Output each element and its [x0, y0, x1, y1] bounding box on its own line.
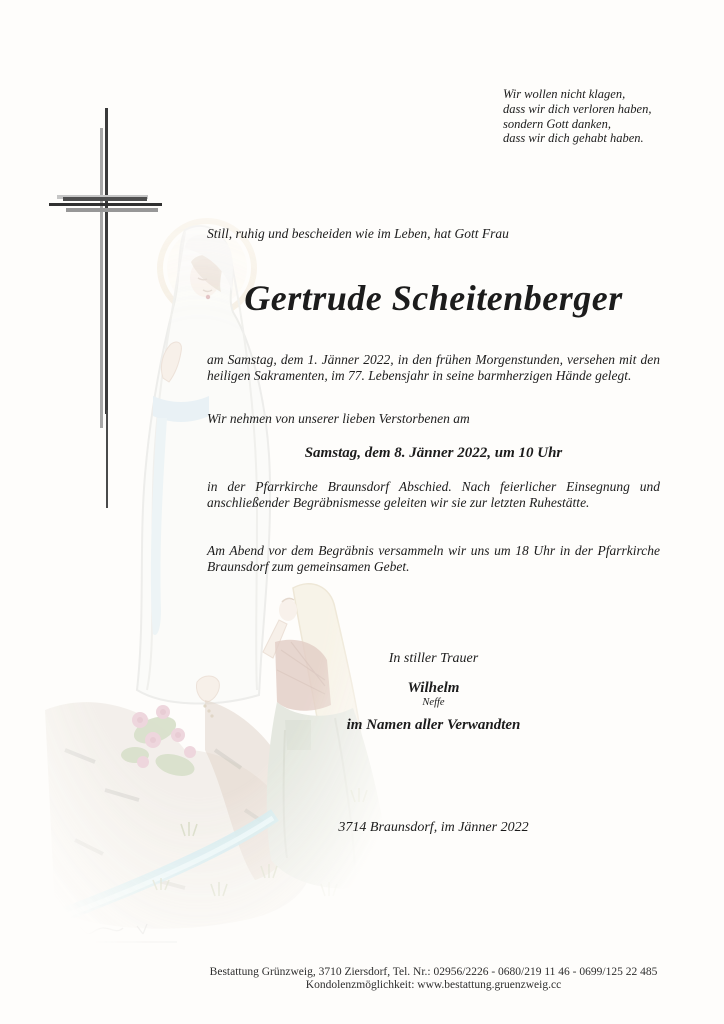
mourner-family: im Namen aller Verwandten: [346, 717, 521, 733]
mourner-relation: Neffe: [422, 697, 445, 708]
mourning-label: In stiller Trauer: [388, 651, 479, 666]
poem-line: dass wir dich gehabt haben.: [503, 131, 644, 146]
prayer-paragraph: Am Abend vor dem Begräbnis versammeln wir uns um 18 Uhr in der Pfarrkirche Braunsdorf zum gemeinsamen Gebet.: [207, 543, 660, 574]
farewell-intro: Wir nehmen von unserer lieben Verstorbenen am: [207, 411, 470, 426]
cross-vertical-bar: [105, 108, 108, 414]
cross-vertical-tail: [106, 410, 108, 508]
cross-horizontal-dark: [63, 197, 147, 201]
funeral-date-line: Samstag, dem 8. Jänner 2022, um 10 Uhr: [304, 445, 563, 461]
memorial-poem: [503, 87, 673, 146]
funeral-home-footer: [207, 966, 660, 993]
intro-line: Still, ruhig und bescheiden wie im Leben, hat Gott Frau: [207, 226, 509, 241]
footer-condolence-line: Kondolenzmöglichkeit: www.bestattung.gruenzweig.cc: [305, 979, 562, 992]
place-date-line: 3714 Braunsdorf, im Jänner 2022: [338, 820, 529, 835]
cross-horizontal-gray: [66, 208, 158, 212]
death-paragraph: am Samstag, dem 1. Jänner 2022, in den frühen Morgenstunden, versehen mit den heiligen Sakramenten, im 77. Lebensjahr in seine barmherzigen Hände gelegt.: [207, 352, 660, 383]
cross-horizontal-long: [49, 203, 162, 206]
footer-contact-line: Bestattung Grünzweig, 3710 Ziersdorf, Tel. Nr.: 02956/2226 - 0680/219 11 46 - 0699/125 22 485: [209, 966, 658, 978]
cross-vertical-shadow: [100, 128, 103, 428]
poem-line: dass wir dich verloren haben,: [503, 101, 652, 116]
deceased-name: Gertrude Scheitenberger: [244, 278, 623, 318]
poem-line: sondern Gott danken,: [503, 116, 611, 131]
funeral-paragraph: in der Pfarrkirche Braunsdorf Abschied. Nach feierlicher Einsegnung und anschließender Begräbnismesse geleiten wir sie zur letzten Ruhestätte.: [207, 479, 660, 510]
bernadette-figure: [263, 584, 393, 894]
mourner-name: Wilhelm: [407, 680, 460, 696]
poem-line: Wir wollen nicht klagen,: [503, 87, 626, 101]
